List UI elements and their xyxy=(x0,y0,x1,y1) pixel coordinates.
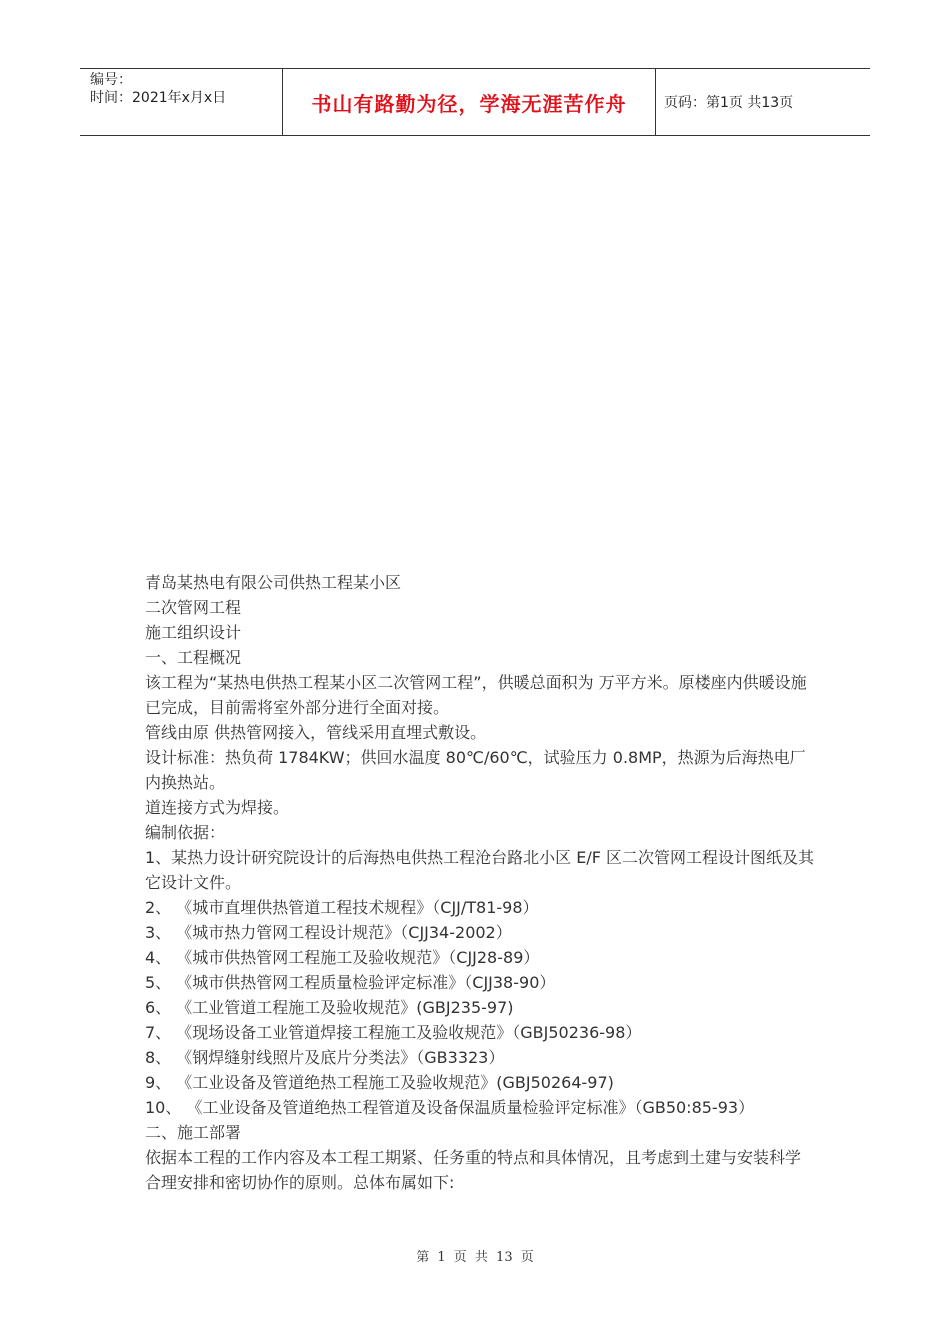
body-paragraph: 道连接方式为焊接。 xyxy=(145,798,290,817)
document-body xyxy=(145,570,815,1195)
header-page-info: 页码：第1页 共13页 xyxy=(664,95,794,111)
document-header xyxy=(80,68,870,136)
body-line: 青岛某热电有限公司供热工程某小区 xyxy=(145,573,402,592)
reference-item: 3、 《城市热力管网工程设计规范》（CJJ34-2002） xyxy=(145,923,512,942)
body-paragraph: 编制依据： xyxy=(145,823,226,842)
section-heading: 一、工程概况 xyxy=(145,648,242,667)
header-divider-right xyxy=(655,69,656,135)
body-paragraph: 管线由原 供热管网接入，管线采用直埋式敷设。 xyxy=(145,723,487,742)
reference-item: 6、 《工业管道工程施工及验收规范》(GBJ235-97) xyxy=(145,998,514,1017)
header-meta xyxy=(90,71,226,107)
reference-item: 7、 《现场设备工业管道焊接工程施工及验收规范》（GBJ50236-98） xyxy=(145,1023,642,1042)
reference-item: 9、 《工业设备及管道绝热工程施工及验收规范》(GBJ50264-97) xyxy=(145,1073,614,1092)
body-line: 二次管网工程 xyxy=(145,598,242,617)
reference-item: 10、 《工业设备及管道绝热工程管道及设备保温质量检验评定标准》（GB50:85-93） xyxy=(145,1098,755,1117)
body-line: 施工组织设计 xyxy=(145,623,242,642)
body-paragraph: 依据本工程的工作内容及本工程工期紧、任务重的特点和具体情况，且考虑到土建与安装科学合理安排和密切协作的原则。总体布属如下: xyxy=(145,1148,802,1192)
section-heading: 二、施工部署 xyxy=(145,1123,242,1142)
reference-item: 1、某热力设计研究院设计的后海热电供热工程沧台路北小区 E/F 区二次管网工程设计图纸及其它设计文件。 xyxy=(145,848,815,892)
page-footer: 第 1 页 共 13 页 xyxy=(416,1250,534,1265)
header-motto: 书山有路勤为径，学海无涯苦作舟 xyxy=(311,92,627,116)
time-label: 时间：2021年x月x日 xyxy=(90,90,227,106)
body-paragraph: 该工程为“某热电供热工程某小区二次管网工程”，供暖总面积为 万平方米。原楼座内供暖设施已完成，目前需将室外部分进行全面对接。 xyxy=(145,673,807,717)
reference-item: 5、 《城市供热管网工程质量检验评定标准》（CJJ38-90） xyxy=(145,973,556,992)
reference-item: 4、 《城市供热管网工程施工及验收规范》（CJJ28-89） xyxy=(145,948,540,967)
reference-item: 8、 《钢焊缝射线照片及底片分类法》（GB3323） xyxy=(145,1048,505,1067)
body-paragraph: 设计标准：热负荷 1784KW；供回水温度 80℃/60℃，试验压力 0.8MP，热源为后海热电厂内换热站。 xyxy=(145,748,806,792)
reference-item: 2、 《城市直埋供热管道工程技术规程》（CJJ/T81-98） xyxy=(145,898,539,917)
number-label: 编号： xyxy=(90,72,132,88)
